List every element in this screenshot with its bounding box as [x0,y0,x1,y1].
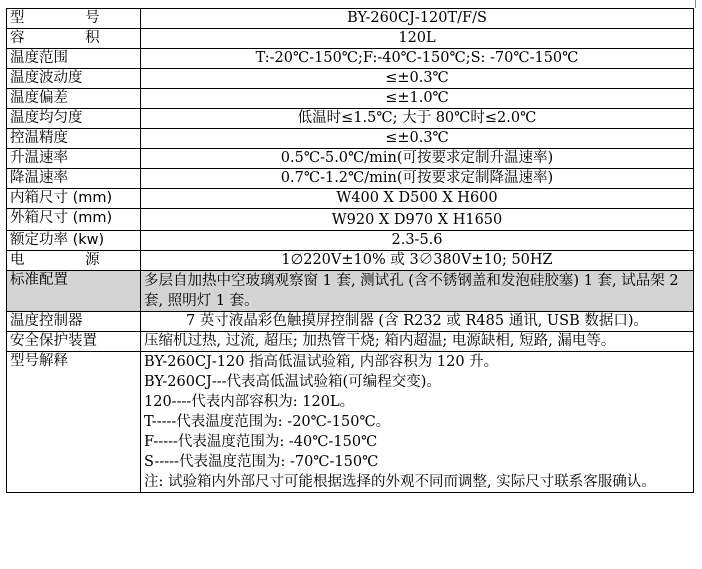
explanation-note: 注: 试验箱内外部尺寸可能根据选择的外观不同而调整, 实际尺寸联系客服确认。 [144,474,656,490]
row-label-rated-power: 额定功率 (kw) [7,231,141,251]
table-row [7,189,694,209]
row-value-volume: 120L [141,29,694,49]
explanation-line: S-----代表温度范围为: -70℃-150℃ [144,454,379,470]
row-label-temp-fluctuation: 温度波动度 [7,69,141,89]
table-row [7,352,694,493]
explanation-line: 120----代表内部容积为: 120L。 [144,394,355,410]
row-label-temp-deviation: 温度偏差 [7,89,141,109]
row-value-standard-config: 多层自加热中空玻璃观察窗 1 套, 测试孔 (含不锈钢盖和发泡硅胶塞) 1 套, 试品架 2 套, 照明灯 1 套。 [141,271,694,312]
row-label-heating-rate: 升温速率 [7,149,141,169]
table-row [7,89,694,109]
table-row [7,231,694,251]
row-label-safety: 安全保护装置 [7,332,141,352]
explanation-line: BY-260CJ-120 指高低温试验箱, 内部容积为 120 升。 [144,354,499,370]
row-label-model-explanation: 型号解释 [7,352,141,493]
row-value-model-explanation [141,352,694,493]
table-row [7,169,694,189]
row-value-safety: 压缩机过热, 过流, 超压; 加热管干烧; 箱内超温; 电源缺相, 短路, 漏电等。 [141,332,694,352]
row-label-temp-range: 温度范围 [7,49,141,69]
row-label-volume: 容 积 [7,29,141,49]
row-label-power-supply: 电 源 [7,251,141,271]
table-row [7,271,694,312]
table-row [7,251,694,271]
page-corner-mark [695,0,696,8]
table-row [7,69,694,89]
row-label-cooling-rate: 降温速率 [7,169,141,189]
table-row [7,332,694,352]
row-value-outer-size: W920 X D970 X H1650 [141,209,694,231]
row-label-control-precision: 控温精度 [7,129,141,149]
row-value-rated-power: 2.3-5.6 [141,231,694,251]
row-label-temp-uniformity: 温度均匀度 [7,109,141,129]
row-value-temp-range: T:-20℃-150℃;F:-40℃-150℃;S: -70℃-150℃ [141,49,694,69]
row-label-model: 型 号 [7,9,141,29]
table-row [7,29,694,49]
row-value-power-supply: 1∅220V±10% 或 3∅380V±10; 50HZ [141,251,694,271]
table-row [7,9,694,29]
table-row [7,312,694,332]
row-value-temp-deviation: ≤±1.0℃ [141,89,694,109]
explanation-line: F-----代表温度范围为: -40℃-150℃ [144,434,378,450]
row-label-standard-config: 标准配置 [7,271,141,312]
table-row [7,129,694,149]
row-value-temp-fluctuation: ≤±0.3℃ [141,69,694,89]
explanation-line: BY-260CJ---代表高低温试验箱(可编程交变)。 [144,374,441,390]
row-label-inner-size: 内箱尺寸 (mm) [7,189,141,209]
row-value-temp-uniformity: 低温时≤1.5℃; 大于 80℃时≤2.0℃ [141,109,694,129]
explanation-line: T-----代表温度范围为: -20℃-150℃。 [144,414,391,430]
row-value-inner-size: W400 X D500 X H600 [141,189,694,209]
table-row [7,209,694,231]
table-row [7,49,694,69]
table-row [7,149,694,169]
row-value-control-precision: ≤±0.3℃ [141,129,694,149]
row-value-cooling-rate: 0.7℃-1.2℃/min(可按要求定制降温速率) [141,169,694,189]
row-value-heating-rate: 0.5℃-5.0℃/min(可按要求定制升温速率) [141,149,694,169]
table-row [7,109,694,129]
row-value-controller: 7 英寸液晶彩色触摸屏控制器 (含 R232 或 R485 通讯, USB 数据口)。 [141,312,694,332]
row-value-model: BY-260CJ-120T/F/S [141,9,694,29]
row-label-controller: 温度控制器 [7,312,141,332]
spec-table [6,8,694,493]
row-label-outer-size: 外箱尺寸 (mm) [7,209,141,231]
